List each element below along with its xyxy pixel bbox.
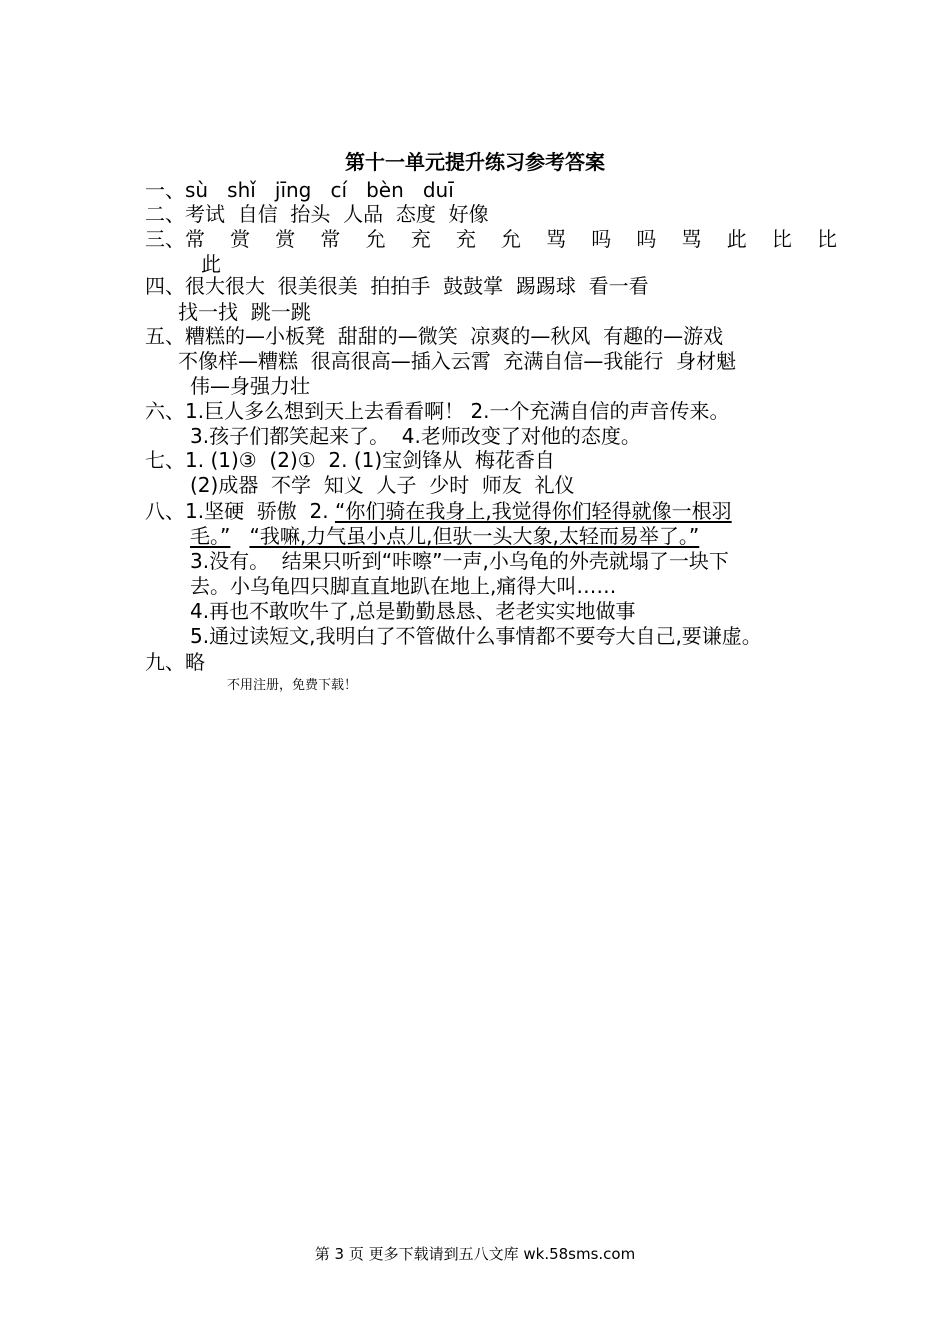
answer-8-gap bbox=[230, 524, 249, 548]
page-footer: 第 3 页 更多下载请到五八文库 wk.58sms.com bbox=[314, 1245, 636, 1263]
answer-7-line-1: 七、1. (1)③ (2)① 2. (1)宝剑锋从 梅花香自 bbox=[145, 448, 555, 472]
answer-8-line-5: 4.再也不敢吹牛了,总是勤勤恳恳、老老实实地做事 bbox=[190, 599, 636, 623]
answer-4-line-2: 找一找 跳一跳 bbox=[178, 300, 311, 324]
answer-3-char: 充 bbox=[455, 227, 476, 251]
answer-4-line-1: 四、很大很大 很美很美 拍拍手 鼓鼓掌 踢踢球 看一看 bbox=[145, 274, 649, 298]
answer-8-quote-part-1: “你们骑在我身上,我觉得你们轻得就像一根羽 bbox=[334, 499, 732, 523]
answer-3-continued: 此 bbox=[201, 252, 221, 276]
answer-3-char: 吗 bbox=[591, 227, 612, 251]
answer-8-line-6: 5.通过读短文,我明白了不管做什么事情都不要夸大自己,要谦虚。 bbox=[190, 624, 762, 648]
answer-3-char: 赏 bbox=[275, 227, 296, 251]
answer-3-char: 骂 bbox=[681, 227, 702, 251]
answer-5-line-2: 不像样—糟糕 很高很高—插入云霄 充满自信—我能行 身材魁 bbox=[178, 349, 737, 373]
answer-6-line-1: 六、1.巨人多么想到天上去看看啊！ 2.一个充满自信的声音传来。 bbox=[145, 399, 730, 423]
answer-3-char: 比 bbox=[816, 227, 837, 251]
answer-8-line-4: 去。小乌龟四只脚直直地趴在地上,痛得大叫…… bbox=[190, 574, 617, 598]
answer-8-line-1 bbox=[145, 497, 732, 525]
answer-9: 九、略 bbox=[145, 650, 205, 674]
answer-3-char: 比 bbox=[771, 227, 792, 251]
answer-3-char: 三、常 bbox=[145, 227, 205, 251]
answer-7-line-2: (2)成器 不学 知义 人子 少时 师友 礼仪 bbox=[190, 473, 575, 497]
answer-6-line-2: 3.孩子们都笑起来了。 4.老师改变了对他的态度。 bbox=[190, 424, 641, 448]
answer-3-char: 常 bbox=[320, 227, 341, 251]
download-note: 不用注册，免费下载！ bbox=[227, 678, 358, 693]
answer-3-char: 充 bbox=[410, 227, 431, 251]
answer-5-line-1: 五、糟糕的—小板凳 甜甜的—微笑 凉爽的—秋风 有趣的—游戏 bbox=[145, 324, 724, 348]
answer-5-line-3: 伟—身强力壮 bbox=[190, 374, 310, 398]
answer-3-char: 赏 bbox=[230, 227, 251, 251]
answer-3-char: 吗 bbox=[636, 227, 657, 251]
answer-8-prefix: 八、1.坚硬 骄傲 2. bbox=[145, 499, 335, 523]
answer-8-line-2 bbox=[190, 522, 699, 550]
answer-3-char: 骂 bbox=[546, 227, 567, 251]
answer-8-line-3: 3.没有。 结果只听到“咔嚓”一声,小乌龟的外壳就塌了一块下 bbox=[190, 549, 729, 573]
answer-3-char: 允 bbox=[365, 227, 386, 251]
answer-1: 一、sù shǐ jīng cí bèn duī bbox=[145, 178, 454, 202]
answer-8-quote-2: “我嘛,力气虽小点儿,但驮一头大象,太轻而易举了。” bbox=[249, 524, 700, 548]
answer-3-char: 允 bbox=[500, 227, 521, 251]
page-title: 第十一单元提升练习参考答案 bbox=[345, 150, 605, 174]
answer-3-char: 此 bbox=[726, 227, 747, 251]
answer-8-quote-end: 毛。” bbox=[190, 524, 231, 548]
answer-2: 二、考试 自信 抬头 人品 态度 好像 bbox=[145, 202, 489, 226]
answer-3-row bbox=[145, 225, 837, 253]
